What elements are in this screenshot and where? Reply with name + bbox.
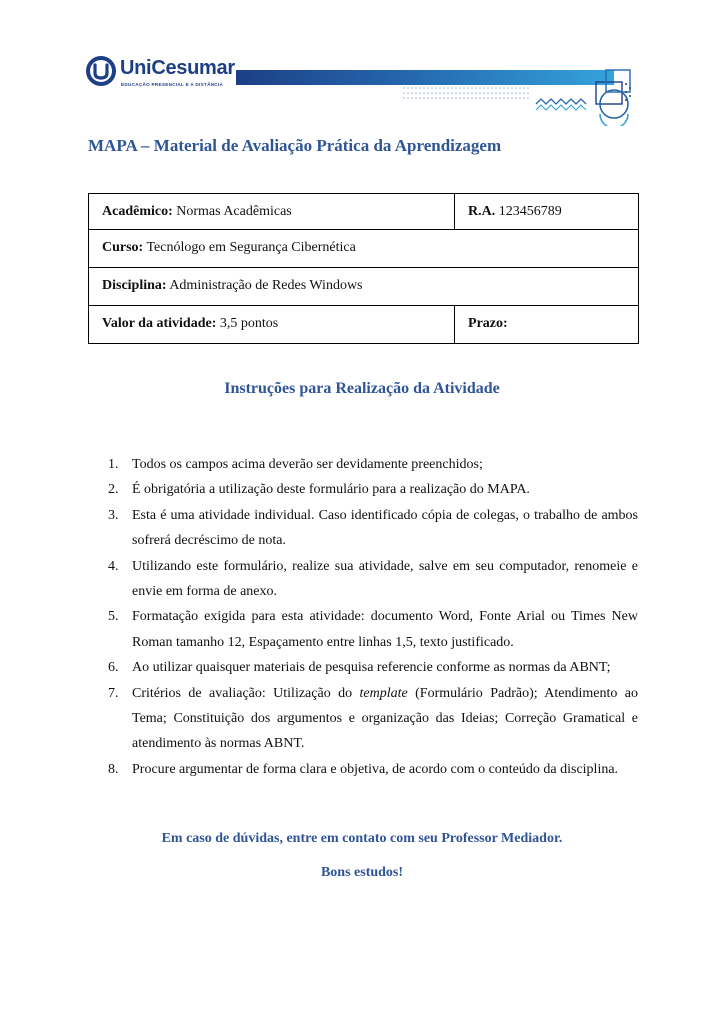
- unicesumar-logo-icon: [86, 56, 116, 86]
- disciplina-value: Administração de Redes Windows: [169, 278, 363, 293]
- instructions-list: [108, 452, 638, 782]
- item-number: 1.: [108, 457, 119, 472]
- curso-label: Curso:: [102, 240, 144, 255]
- header-decoration: [400, 66, 640, 126]
- item-number: 6.: [108, 660, 119, 676]
- list-item: [108, 452, 638, 477]
- document-header: [0, 0, 724, 130]
- academico-cell: [89, 194, 455, 230]
- valor-value: 3,5 pontos: [219, 316, 279, 331]
- valor-cell: [89, 306, 455, 344]
- item-text-italic: template: [359, 685, 408, 701]
- item-text: Procure argumentar de forma clara e objetiva, de acordo com o conteúdo da disciplina.: [132, 761, 619, 777]
- closing-note: Bons estudos!: [320, 865, 404, 880]
- list-item: [108, 477, 638, 502]
- list-item: [108, 554, 638, 605]
- ra-label: R.A.: [468, 204, 496, 219]
- document-title: MAPA – Material de Avaliação Prática da Aprendizagem: [88, 136, 502, 155]
- ra-cell: [455, 194, 639, 230]
- brand-name: UniCesumar: [120, 57, 235, 79]
- table-row: [89, 194, 639, 230]
- student-info-table: [88, 193, 639, 344]
- item-text: Formatação exigida para esta atividade: documento Word, Fonte Arial ou Times New Roman tamanho 12, Espaçamento entre linhas 1,5, texto justificado.: [132, 609, 638, 650]
- academico-value: Normas Acadêmicas: [176, 204, 292, 219]
- item-number: 4.: [108, 558, 119, 574]
- item-text: É obrigatória a utilização deste formulário para a realização do MAPA.: [132, 482, 530, 498]
- table-row: [89, 230, 639, 268]
- prazo-label: Prazo:: [468, 316, 508, 331]
- academico-label: Acadêmico:: [102, 204, 173, 219]
- list-item: [108, 757, 638, 782]
- item-text: Utilizando este formulário, realize sua atividade, salve em seu computador, renomeie e envie em forma de anexo.: [132, 558, 638, 600]
- curso-value: Tecnólogo em Segurança Cibernética: [146, 240, 356, 255]
- list-item: [108, 655, 638, 680]
- item-text: Ao utilizar quaisquer materiais de pesquisa referencie conforme as normas da ABNT;: [132, 660, 611, 676]
- item-text-before: Critérios de avaliação: Utilização do: [132, 685, 360, 701]
- list-item: [108, 604, 638, 655]
- contact-note: Em caso de dúvidas, entre em contato com seu Professor Mediador.: [161, 831, 563, 846]
- item-number: 2.: [108, 482, 119, 498]
- ra-value: 123456789: [498, 204, 562, 219]
- item-text-after: (Formulário Padrão); Atendimento ao Tema; Constituição dos argumentos e organização das Ideias; Correção Gramatical e atendimento às normas ABNT.: [132, 685, 638, 752]
- table-row: [89, 268, 639, 306]
- disciplina-cell: [89, 268, 639, 306]
- valor-label: Valor da atividade:: [102, 316, 217, 331]
- item-number: 3.: [108, 507, 119, 523]
- item-text: Todos os campos acima deverão ser devidamente preenchidos;: [132, 457, 483, 472]
- unicesumar-logo: [86, 56, 236, 92]
- disciplina-label: Disciplina:: [102, 278, 167, 293]
- list-item: [108, 503, 638, 554]
- item-text: Esta é uma atividade individual. Caso identificado cópia de colegas, o trabalho de ambos sofrerá decréscimo de nota.: [132, 507, 638, 549]
- item-number: 5.: [108, 609, 119, 625]
- list-item: [108, 681, 638, 757]
- prazo-cell: [455, 306, 639, 344]
- brand-tagline: EDUCAÇÃO PRESENCIAL E A DISTÂNCIA: [121, 82, 224, 87]
- instructions-title: Instruções para Realização da Atividade: [224, 380, 500, 397]
- item-number: 7.: [108, 685, 119, 701]
- item-number: 8.: [108, 761, 119, 777]
- curso-cell: [89, 230, 639, 268]
- table-row: [89, 306, 639, 344]
